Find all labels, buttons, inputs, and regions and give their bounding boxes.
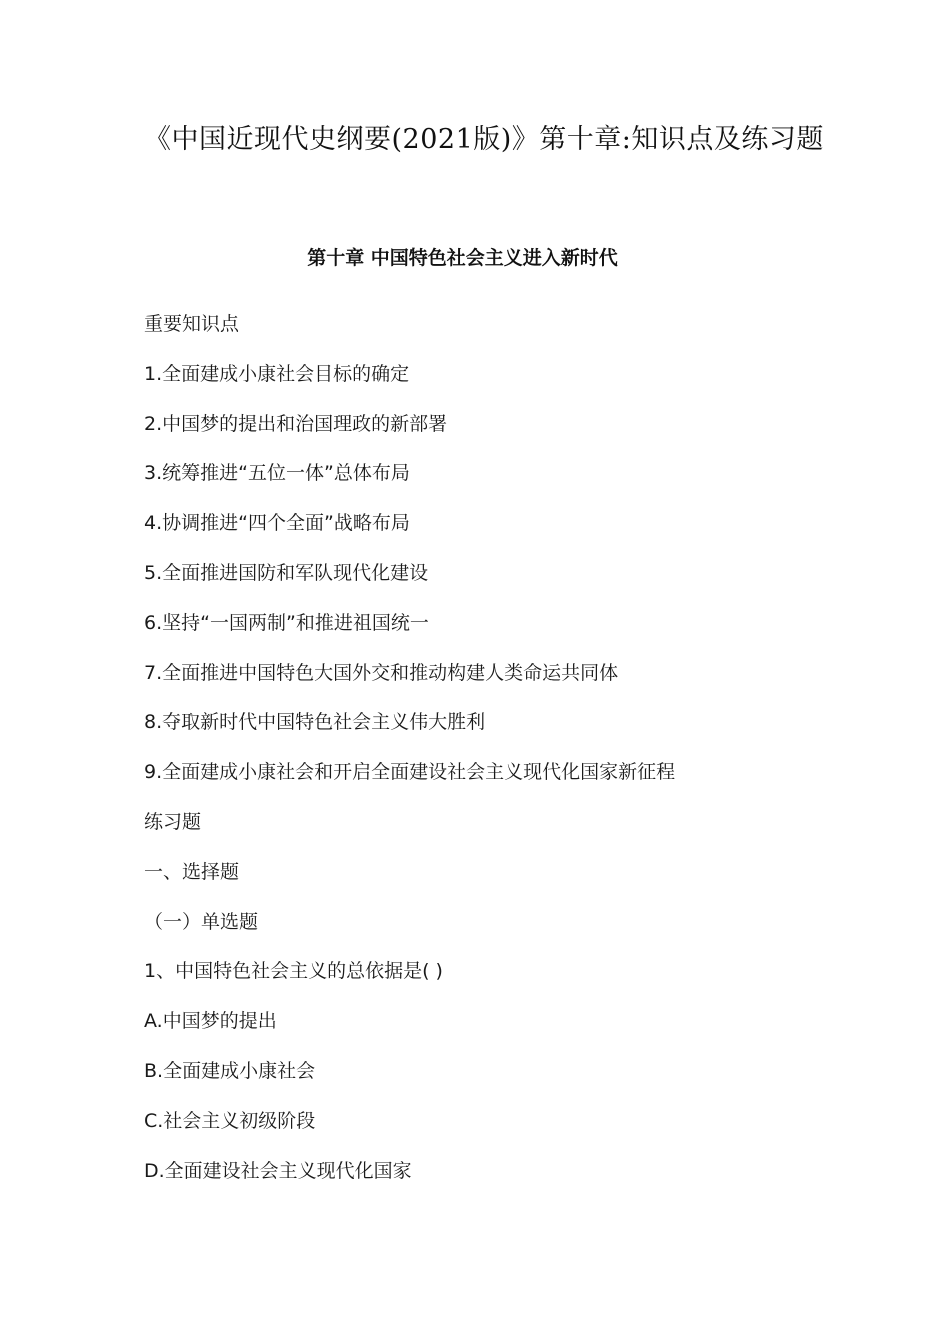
key-point-item: 1.全面建成小康社会目标的确定 — [144, 362, 410, 385]
question-option-a: A.中国梦的提出 — [144, 1010, 277, 1033]
key-point-item: 6.坚持“一国两制”和推进祖国统一 — [144, 611, 429, 634]
key-point-item: 3.统筹推进“五位一体”总体布局 — [144, 462, 410, 485]
key-point-item: 7.全面推进中国特色大国外交和推动构建人类命运共同体 — [144, 661, 619, 684]
single-choice-heading: （一）单选题 — [144, 910, 259, 933]
exercises-heading: 练习题 — [144, 810, 202, 833]
document-title: 《中国近现代史纲要(2021版)》第十章:知识点及练习题 — [144, 124, 824, 155]
question-option-d: D.全面建设社会主义现代化国家 — [144, 1159, 412, 1182]
question-stem: 1、中国特色社会主义的总依据是( ) — [144, 960, 443, 983]
key-point-item: 5.全面推进国防和军队现代化建设 — [144, 561, 429, 584]
key-point-item: 9.全面建成小康社会和开启全面建设社会主义现代化国家新征程 — [144, 761, 676, 784]
question-option-b: B.全面建成小康社会 — [144, 1059, 316, 1082]
key-point-item: 2.中国梦的提出和治国理政的新部署 — [144, 412, 448, 435]
question-option-c: C.社会主义初级阶段 — [144, 1109, 316, 1132]
choice-section-heading: 一、选择题 — [144, 860, 240, 883]
document-body — [144, 309, 864, 1205]
chapter-heading: 第十章 中国特色社会主义进入新时代 — [307, 247, 618, 269]
key-point-item: 8.夺取新时代中国特色社会主义伟大胜利 — [144, 711, 486, 734]
key-point-item: 4.协调推进“四个全面”战略布局 — [144, 512, 410, 535]
key-points-heading: 重要知识点 — [144, 313, 240, 335]
